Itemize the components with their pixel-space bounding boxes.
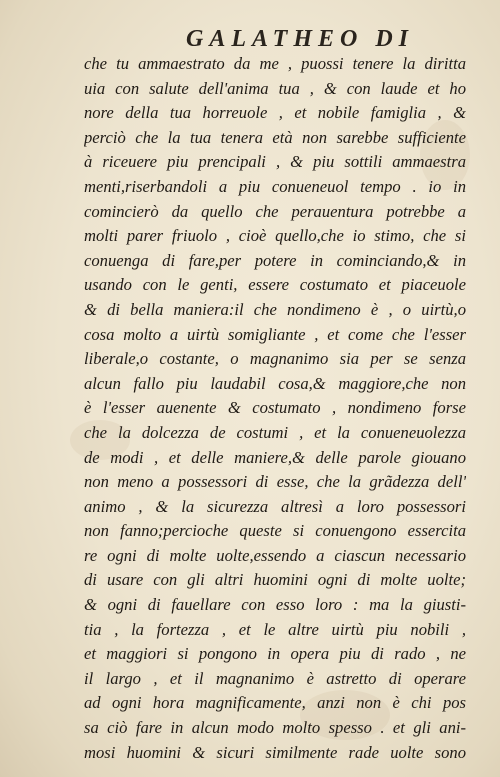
text-line: mosi huomini & sicuri similmente rade uolte sono	[84, 742, 466, 762]
text-line: ad ogni hora magnificamente, anzi non è chi pos	[84, 693, 466, 713]
text-line: usando con le genti, essere costumato et piaceuole	[84, 275, 466, 295]
text-line: non meno a possessori di esse, che la grãdezza dell'	[84, 472, 466, 492]
body-text	[84, 52, 466, 765]
text-line: perciò che la tua tenera età non sarebbe sufficiente	[84, 127, 466, 147]
text-line: conuenga di fare,per potere in cominciando,& in	[84, 250, 466, 270]
text-line: è l'esser auenente & costumato , nondimeno forse	[84, 398, 466, 418]
text-line: cosa molto a uirtù somigliante , et come che l'esser	[84, 324, 466, 344]
text-line: & di bella maniera:il che nondimeno è , o uirtù,o	[84, 299, 466, 319]
text-line: il largo , et il magnanimo è astretto di operare	[84, 668, 466, 688]
text-line: alcun fallo piu laudabil cosa,& maggiore,che non	[84, 373, 466, 393]
text-line: animo , & la sicurezza altresì a loro possessori	[84, 496, 466, 516]
text-line: liberale,o costante, o magnanimo sia per se senza	[84, 349, 466, 369]
text-line: et maggiori si pongono in opera piu di rado , ne	[84, 644, 466, 664]
text-line: non fanno;percioche queste si conuengono essercita	[84, 521, 466, 541]
text-line: molti parer friuolo , cioè quello,che io stimo, che si	[84, 226, 466, 246]
text-line: nore della tua horreuole , et nobile famiglia , &	[84, 103, 466, 123]
text-line: menti,riserbandoli a piu conueneuol tempo . io in	[84, 176, 466, 196]
text-line: & ogni di fauellare con esso loro : ma la giusti-	[84, 595, 466, 615]
text-line: de modi , et delle maniere,& delle parole giouano	[84, 447, 466, 467]
text-line: re ogni di molte uolte,essendo a ciascun necessario	[84, 545, 466, 565]
text-line: sa ciò fare in alcun modo molto spesso . et gli ani-	[84, 718, 466, 738]
text-line: comincierò da quello che perauentura potrebbe a	[84, 201, 466, 221]
text-line: che la dolcezza de costumi , et la conueneuolezza	[84, 422, 466, 442]
text-line: tia , la fortezza , et le altre uirtù piu nobili ,	[84, 619, 466, 639]
text-line: uia con salute dell'anima tua , & con laude et ho	[84, 78, 466, 98]
running-head-text: GALATHEO DI	[185, 26, 415, 52]
text-line: di usare con gli altri huomini ogni di molte uolte;	[84, 570, 466, 590]
text-line: à riceuere piu prencipali , & piu sottili ammaestra	[84, 152, 466, 172]
running-head	[0, 26, 500, 53]
text-line: che tu ammaestrato da me , puossi tenere la diritta	[84, 54, 466, 73]
